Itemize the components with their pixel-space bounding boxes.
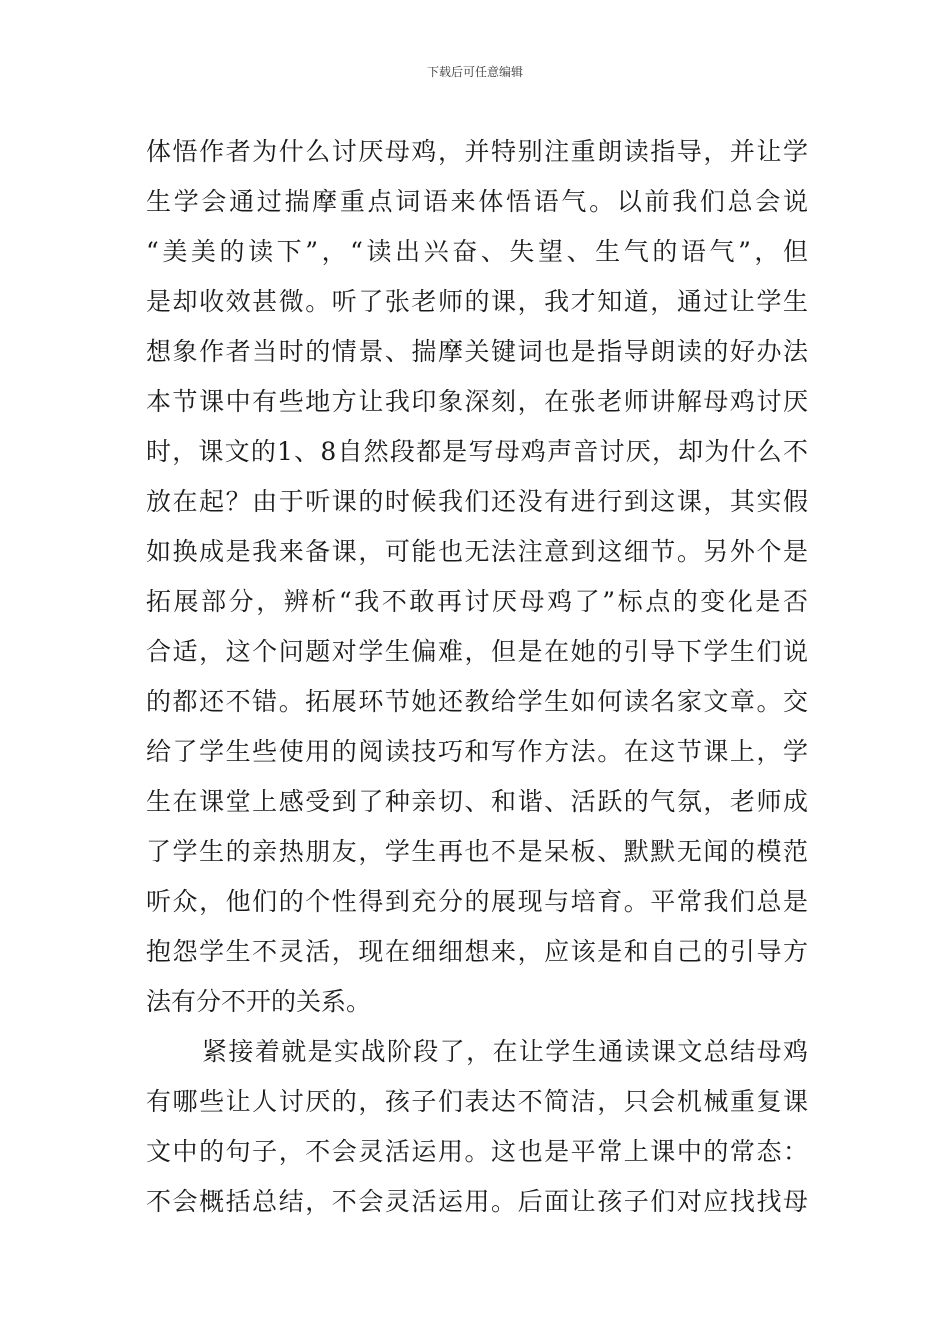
text-line: 的都还不错。拓展环节她还教给学生如何读名家文章。交 (146, 687, 808, 716)
text-line: 文中的句子，不会灵活运用。这也是平常上课中的常态： (146, 1137, 808, 1166)
document-body (146, 127, 808, 1227)
text-line: 有哪些让人讨厌的，孩子们表达不简洁，只会机械重复课 (146, 1087, 808, 1116)
text-line: “美美的读下”，“读出兴奋、失望、生气的语气”，但 (146, 237, 808, 266)
text-line: 法有分不开的关系。 (146, 987, 372, 1016)
text-line: 给了学生些使用的阅读技巧和写作方法。在这节课上，学 (146, 737, 808, 766)
text-line: 拓展部分，辨析“我不敢再讨厌母鸡了”标点的变化是否 (146, 587, 808, 616)
text-line: 放在起？由于听课的时候我们还没有进行到这课，其实假 (146, 487, 808, 516)
text-line: 是却收效甚微。听了张老师的课，我才知道，通过让学生 (146, 287, 808, 316)
text-line: 本节课中有些地方让我印象深刻，在张老师讲解母鸡讨厌 (146, 387, 808, 416)
text-line: 听众，他们的个性得到充分的展现与培育。平常我们总是 (146, 887, 808, 916)
page-header: 下载后可任意编辑 (426, 65, 523, 79)
text-line: 紧接着就是实战阶段了，在让学生通读课文总结母鸡 (202, 1037, 808, 1066)
text-line: 生在课堂上感受到了种亲切、和谐、活跃的气氛，老师成 (146, 787, 808, 816)
text-line: 时，课文的1、8自然段都是写母鸡声音讨厌，却为什么不 (146, 437, 808, 466)
text-line: 生学会通过揣摩重点词语来体悟语气。以前我们总会说 (146, 187, 808, 216)
paragraph (146, 1027, 808, 1227)
text-line: 想象作者当时的情景、揣摩关键词也是指导朗读的好办法 (146, 337, 808, 366)
text-line: 了学生的亲热朋友，学生再也不是呆板、默默无闻的模范 (146, 837, 808, 866)
text-line: 不会概括总结，不会灵活运用。后面让孩子们对应找找母 (146, 1187, 808, 1216)
text-line: 如换成是我来备课，可能也无法注意到这细节。另外个是 (146, 537, 808, 566)
text-line: 合适，这个问题对学生偏难，但是在她的引导下学生们说 (146, 637, 808, 666)
text-line: 抱怨学生不灵活，现在细细想来，应该是和自己的引导方 (146, 937, 808, 966)
paragraph (146, 127, 808, 1027)
text-line: 体悟作者为什么讨厌母鸡，并特别注重朗读指导，并让学 (146, 137, 808, 166)
